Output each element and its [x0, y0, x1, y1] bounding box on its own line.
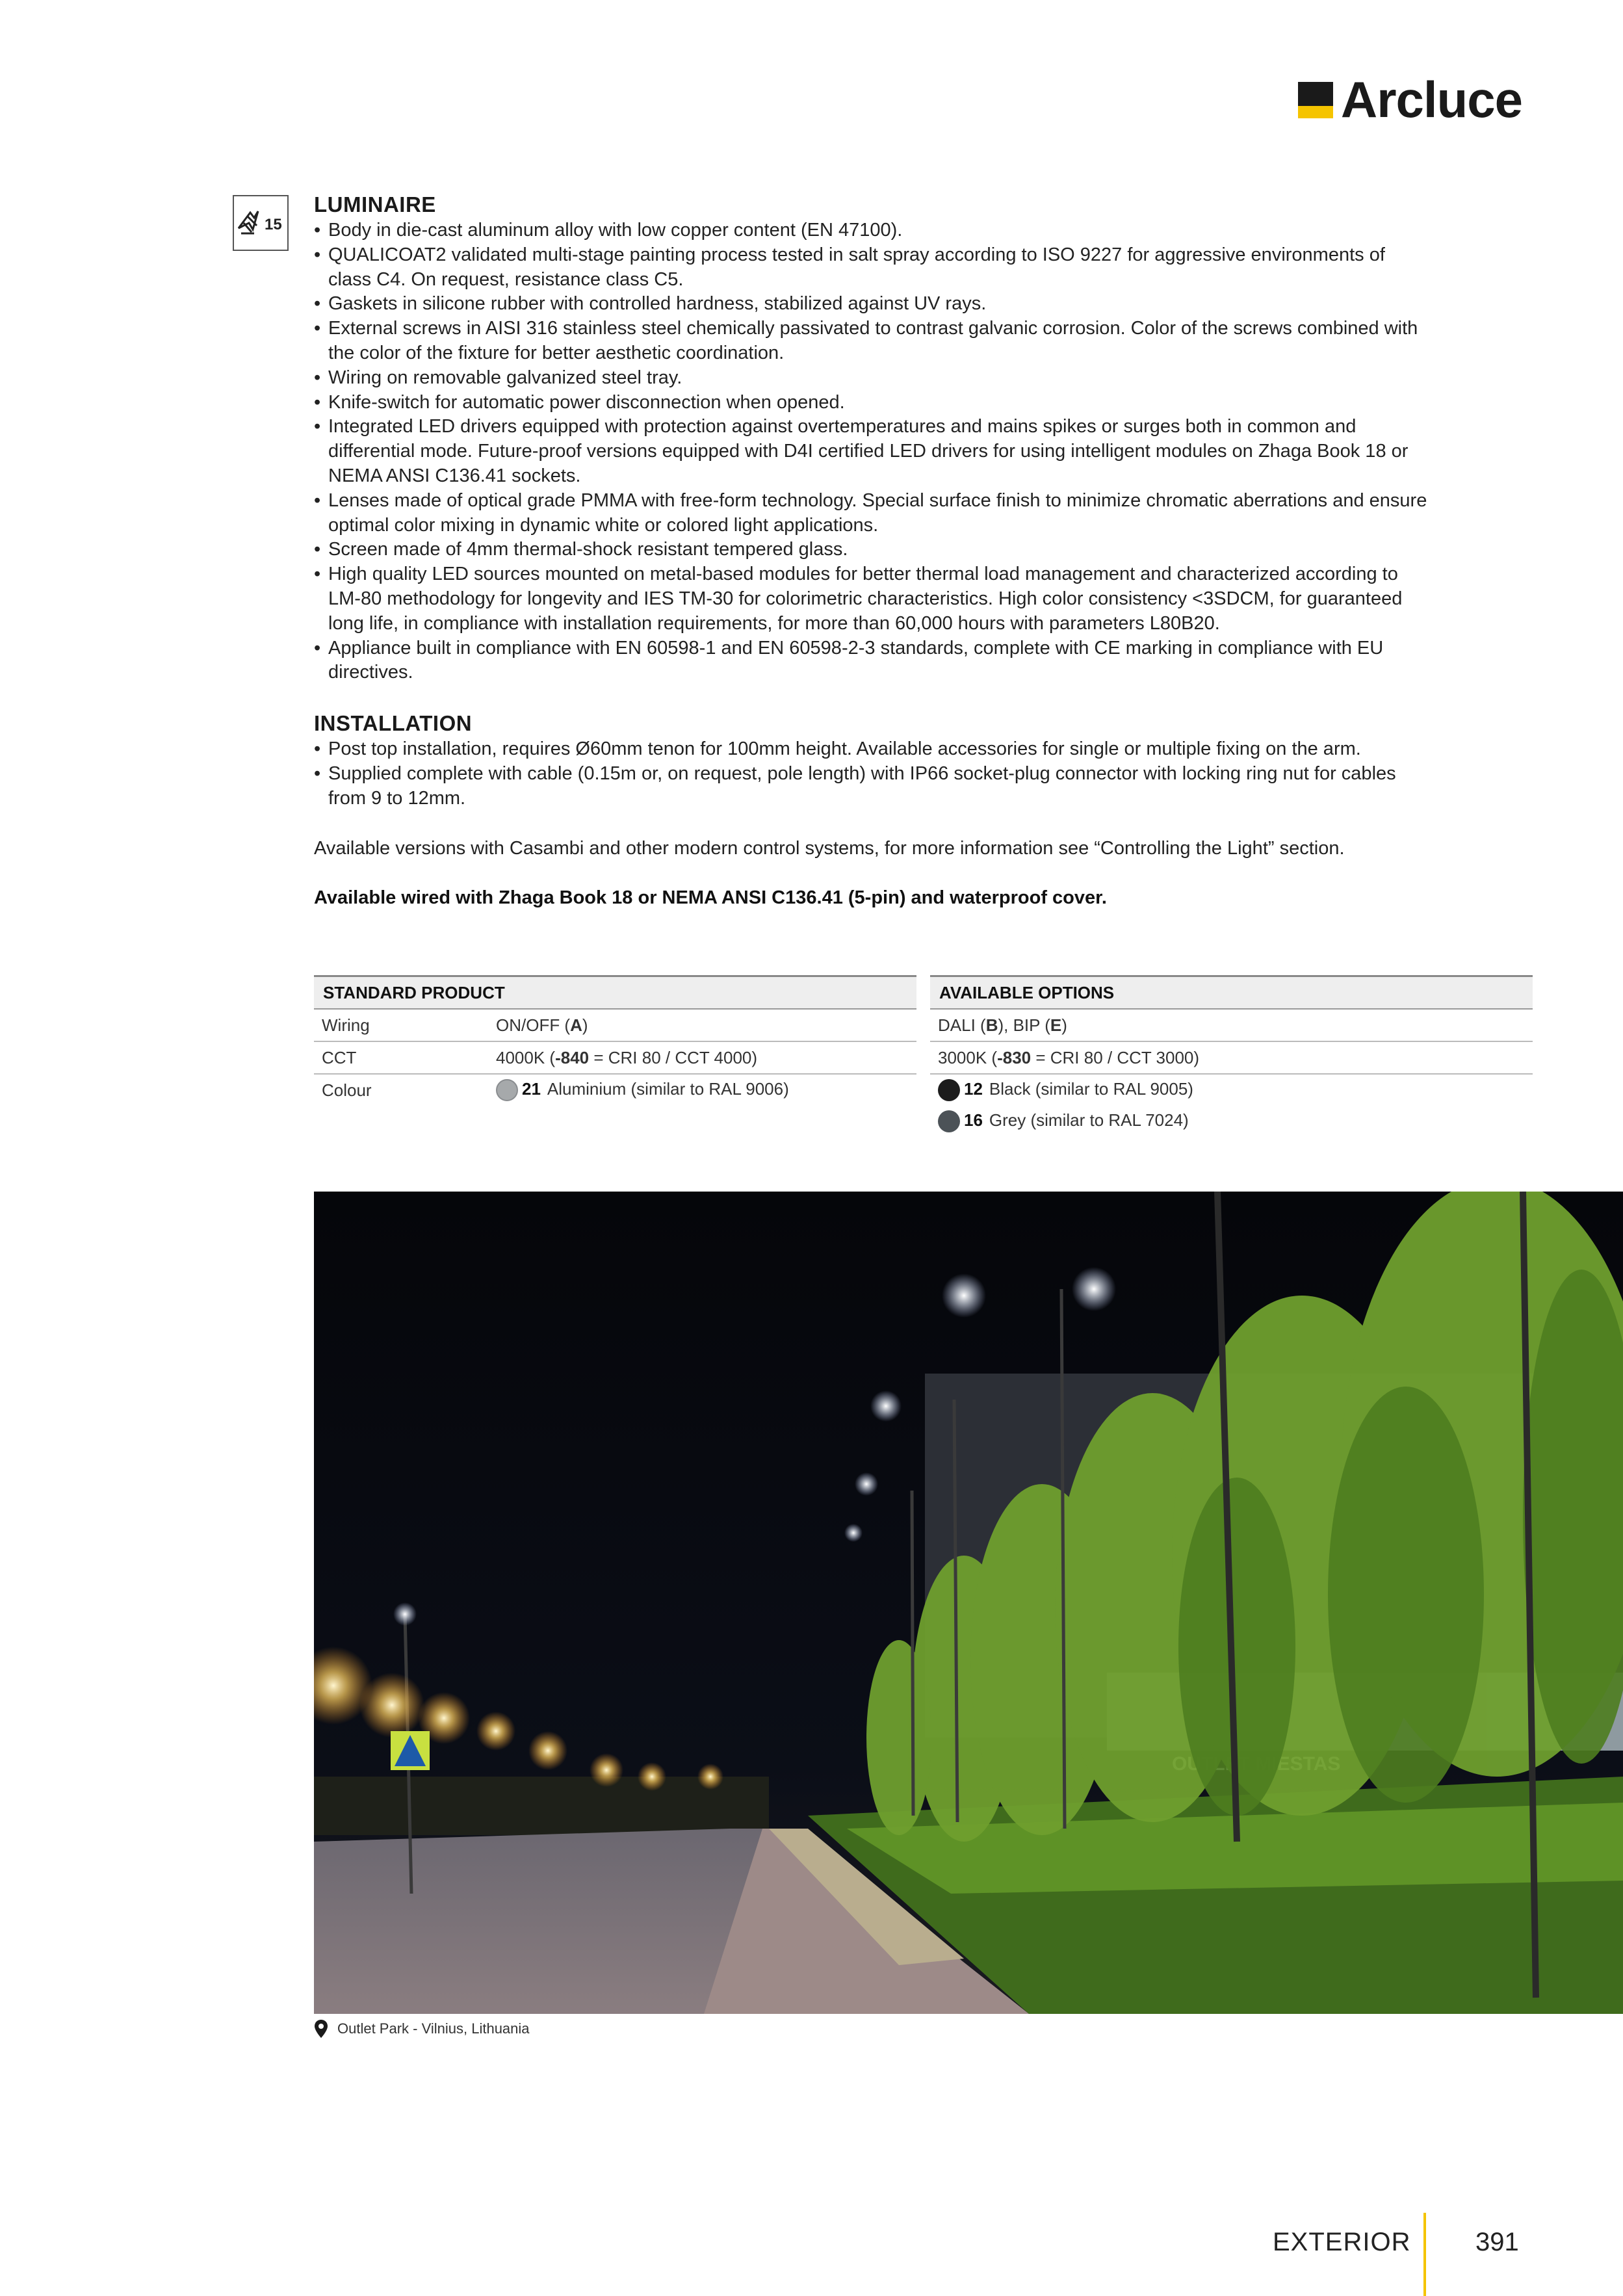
table-row [930, 1106, 1533, 1137]
brand-logo [1298, 70, 1522, 129]
table-row [314, 1009, 916, 1041]
controls-note: Available versions with Casambi and other modern control systems, for more information see “Controlling the Light” section. [314, 837, 1345, 859]
product-description [314, 191, 1432, 910]
list-item: • Supplied complete with cable (0.15m or, on request, pole length) with IP66 socket-plug connector with locking ring nut for cables from 9 to 12mm. [314, 762, 1432, 811]
table-row [314, 1041, 916, 1074]
location-pin-icon [314, 2019, 328, 2039]
list-item: • External screws in AISI 316 stainless steel chemically passivated to contrast galvanic corrosion. Color of the screws combined with the color of the fixture for better aesthetic coordination. [314, 317, 1432, 366]
color-swatch-black [938, 1079, 960, 1101]
list-item: • Post top installation, requires Ø60mm tenon for 100mm height. Available accessories for single or multiple fixing on the arm. [314, 737, 1432, 762]
row-value: DALI (B), BIP (E) [930, 1009, 1533, 1041]
row-value: 21 Aluminium (similar to RAL 9006) [488, 1074, 916, 1106]
caption-text: Outlet Park - Vilnius, Lithuania [337, 2020, 530, 2037]
row-value: 3000K (-830 = CRI 80 / CCT 3000) [930, 1041, 1533, 1074]
photo-caption [314, 2019, 530, 2039]
footer-divider [1423, 2213, 1426, 2296]
table-row [314, 1074, 916, 1106]
table-row [930, 1074, 1533, 1106]
table-row [930, 1009, 1533, 1041]
available-options-table [930, 975, 1533, 1137]
color-swatch-grey [938, 1110, 960, 1132]
list-item: • Gaskets in silicone rubber with controlled hardness, stabilized against UV rays. [314, 292, 1432, 317]
row-value: 12 Black (similar to RAL 9005) [930, 1074, 1533, 1106]
row-label: Colour [322, 1080, 372, 1100]
page-number: 391 [1475, 2228, 1519, 2256]
table-header: STANDARD PRODUCT [314, 976, 916, 1010]
list-item: • High quality LED sources mounted on metal-based modules for better thermal load management and characterized according to LM-80 methodology for longevity and IES TM-30 for colorimetric characteristics. High color consistency <3SDCM, for guaranteed long life, in compliance with installation requirements, for more than 60,000 hours with parameters L80B20. [314, 562, 1432, 636]
list-item: • Integrated LED drivers equipped with protection against overtemperatures and mains spikes or surges both in common and differential mode. Future-proof versions equipped with D4I certified LED drivers for using intelligent modules on Zhaga Book 18 or NEMA ANSI C136.41 sockets. [314, 415, 1432, 488]
installation-list [314, 737, 1432, 811]
row-value: 16 Grey (similar to RAL 7024) [930, 1106, 1533, 1137]
row-value: ON/OFF (A) [488, 1009, 916, 1041]
list-item: • Screen made of 4mm thermal-shock resistant tempered glass. [314, 538, 1432, 562]
luminaire-heading: LUMINAIRE [314, 192, 436, 216]
list-item: • Appliance built in compliance with EN 60598-1 and EN 60598-2-3 standards, complete with CE marking in compliance with EU directives. [314, 636, 1432, 686]
brand-name: Arcluce [1340, 71, 1522, 128]
list-item: • Body in die-cast aluminum alloy with low copper content (EN 47100). [314, 218, 1432, 243]
brand-mark-icon [1298, 82, 1333, 118]
impact-resistance-icon [233, 195, 289, 251]
application-photo [314, 1192, 1623, 2014]
table-row [930, 1041, 1533, 1074]
row-label: Wiring [314, 1009, 488, 1041]
color-swatch-aluminium [496, 1079, 518, 1101]
standard-product-table [314, 975, 916, 1106]
row-label: CCT [314, 1041, 488, 1074]
luminaire-list [314, 218, 1432, 685]
list-item: • Knife-switch for automatic power disconnection when opened. [314, 391, 1432, 415]
wiring-note: Available wired with Zhaga Book 18 or NEMA ANSI C136.41 (5-pin) and waterproof cover. [314, 887, 1107, 908]
list-item: • Wiring on removable galvanized steel tray. [314, 366, 1432, 391]
section-label: EXTERIOR [1273, 2228, 1411, 2256]
list-item: • Lenses made of optical grade PMMA with free-form technology. Special surface finish to minimize chromatic aberrations and ensure optimal color mixing in dynamic white or colored light applications. [314, 489, 1432, 538]
list-item: • QUALICOAT2 validated multi-stage painting process tested in salt spray according to ISO 9227 for aggressive environments of class C4. On request, resistance class C5. [314, 243, 1432, 293]
installation-heading: INSTALLATION [314, 711, 473, 736]
row-value: 4000K (-840 = CRI 80 / CCT 4000) [488, 1041, 916, 1074]
svg-text:15: 15 [265, 216, 282, 233]
table-header: AVAILABLE OPTIONS [930, 976, 1533, 1010]
